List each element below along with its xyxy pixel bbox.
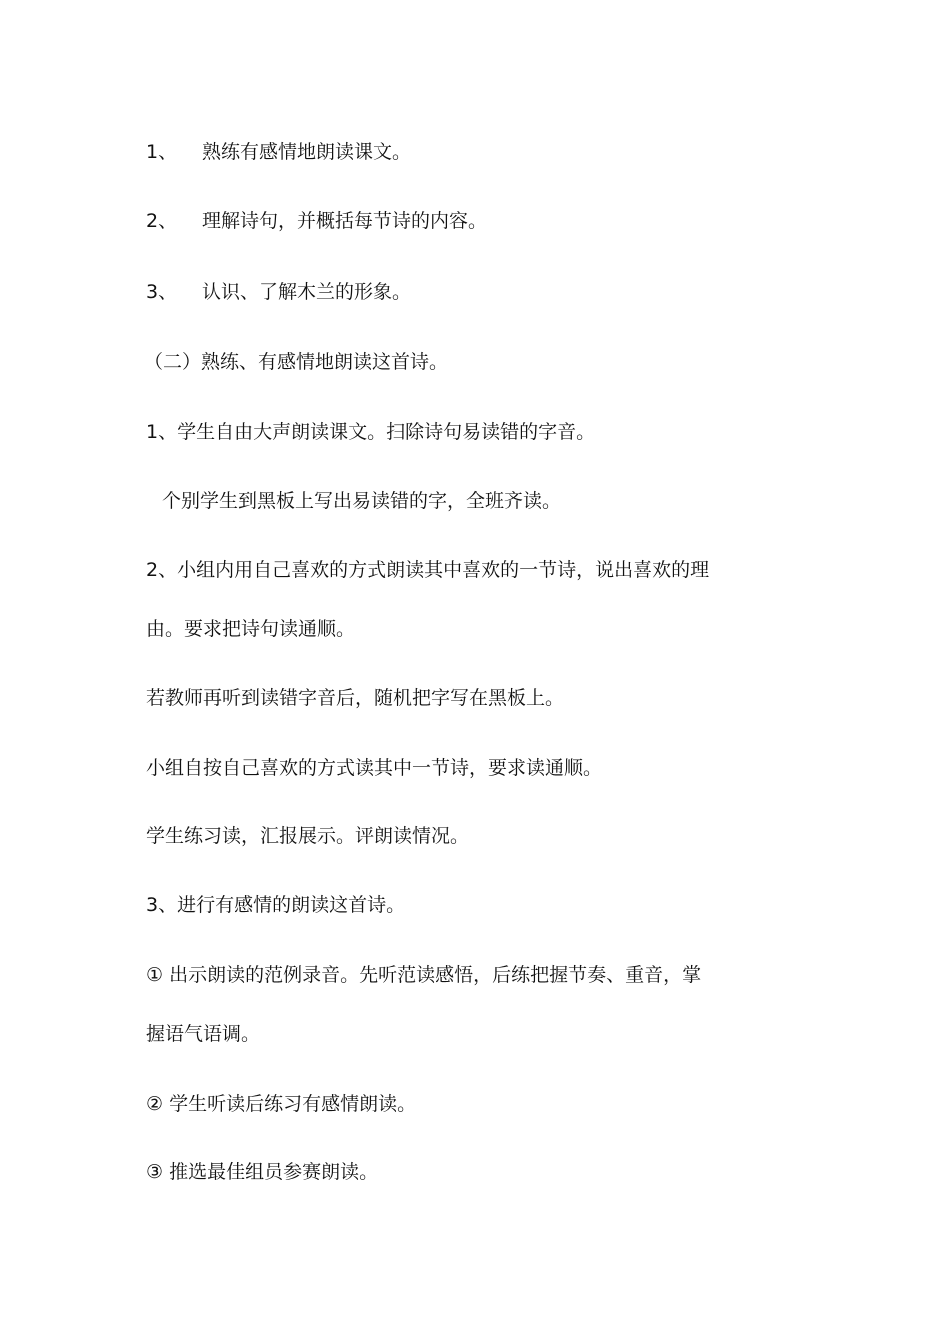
step-2-note-2: 小组自按自己喜欢的方式读其中一节诗，要求读通顺。: [146, 757, 603, 779]
objective-1-number: 1、: [146, 141, 178, 163]
step-2-note-3: 学生练习读，汇报展示。评朗读情况。: [146, 825, 470, 847]
step-3-item-2: ② 学生听读后练习有感情朗读。: [146, 1093, 417, 1115]
step-3-item-1-line-1: ① 出示朗读的范例录音。先听范读感悟，后练把握节奏、重音，掌: [146, 964, 702, 986]
objective-1-text: 熟练有感情地朗读课文。: [202, 141, 412, 163]
step-2-line-1: 2、小组内用自己喜欢的方式朗读其中喜欢的一节诗，说出喜欢的理: [146, 559, 710, 581]
step-1-text: 1、学生自由大声朗读课文。扫除诗句易读错的字音。: [146, 421, 596, 443]
objective-3: [146, 280, 411, 304]
step-2-line-2: 由。要求把诗句读通顺。: [146, 618, 356, 640]
objective-2: [146, 209, 487, 233]
step-3-item-3: ③ 推选最佳组员参赛朗读。: [146, 1161, 379, 1183]
objective-2-number: 2、: [146, 210, 178, 232]
step-3-text: 3、进行有感情的朗读这首诗。: [146, 894, 406, 916]
objective-1: [146, 140, 411, 164]
step-3-item-1-line-2: 握语气语调。: [146, 1023, 261, 1045]
step-1-detail: 个别学生到黑板上写出易读错的字，全班齐读。: [162, 490, 562, 512]
objective-3-number: 3、: [146, 281, 178, 303]
objective-3-text: 认识、了解木兰的形象。: [202, 281, 412, 303]
step-2-note-1: 若教师再听到读错字音后，随机把字写在黑板上。: [146, 687, 565, 709]
section-heading: （二）熟练、有感情地朗读这首诗。: [144, 351, 449, 373]
objective-2-text: 理解诗句，并概括每节诗的内容。: [202, 210, 488, 232]
